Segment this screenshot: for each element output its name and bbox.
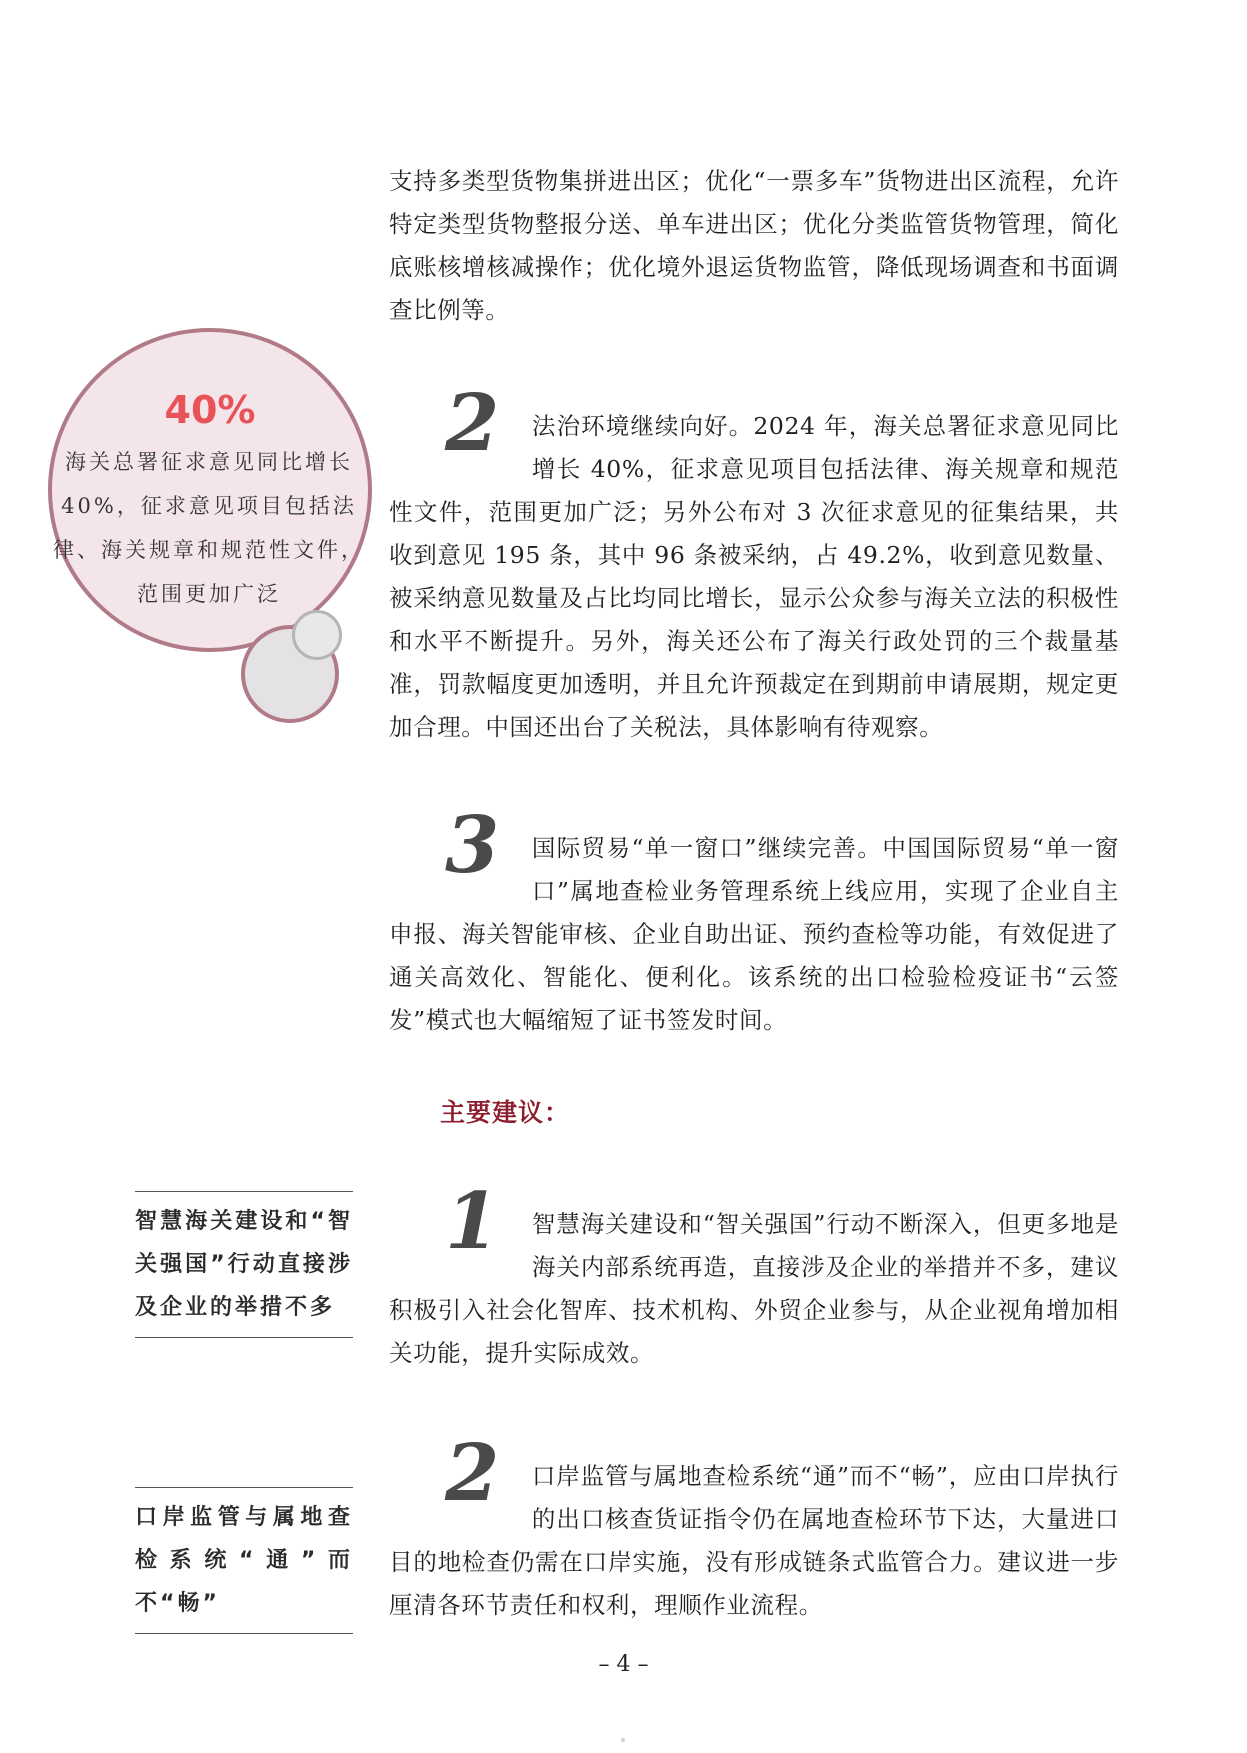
callout-percent: 40% xyxy=(164,388,256,432)
recommendation-paragraph xyxy=(389,1176,1119,1375)
item-number: 3 xyxy=(445,800,500,891)
item-text: 法治环境继续向好。2024 年，海关总署征求意见同比增长 40%，征求意见项目包括法律、海关规章和规范性文件，范围更加广泛；另外公布对 3 次征求意见的征集结果，共收到意见 195 条，其中 96 条被采纳，占 49.2%，收到意见数量、被采纳意见数量及占比均同比增长，显示公众参与海关立法的积极性和水平不断提升。另外，海关还公布了海关行政处罚的三个裁量基准，罚款幅度更加透明，并且允许预裁定在到期前申请展期，规定更加合理。中国还出台了关税法，具体影响有待观察。 xyxy=(389,412,1119,741)
side-quote: 智慧海关建设和“智关强国”行动直接涉及企业的举措不多 xyxy=(135,1191,353,1338)
intro-paragraph: 支持多类型货物集拼进出区；优化“一票多车”货物进出区流程，允许特定类型货物整报分送、单车进出区；优化分类监管货物管理，简化底账核增核减操作；优化境外退运货物监管，降低现场调查和书面调查比例等。 xyxy=(389,167,1119,324)
page-number: – 4 – xyxy=(598,1652,649,1677)
item-paragraph xyxy=(389,800,1119,1042)
callout-text: 海关总署征求意见同比增长40%，征求意见项目包括法律、海关规章和规范性文件，范围更加广泛 xyxy=(53,450,365,606)
item-text: 国际贸易“单一窗口”继续完善。中国国际贸易“单一窗口”属地查检业务管理系统上线应用，实现了企业自主申报、海关智能审核、企业自助出证、预约查检等功能，有效促进了通关高效化、智能化、便利化。该系统的出口检验检疫证书“云签发”模式也大幅缩短了证书签发时间。 xyxy=(389,834,1119,1034)
callout-decor-small-circle xyxy=(292,610,342,660)
recommendations-heading: 主要建议： xyxy=(440,1098,571,1127)
recommendation-text: 智慧海关建设和“智关强国”行动不断深入，但更多地是海关内部系统再造，直接涉及企业的举措并不多，建议积极引入社会化智库、技术机构、外贸企业参与，从企业视角增加相关功能，提升实际成效。 xyxy=(389,1210,1119,1367)
item-number: 2 xyxy=(445,378,500,469)
recommendation-number: 2 xyxy=(445,1428,500,1519)
decorative-dot xyxy=(621,1738,625,1742)
side-quote: 口岸监管与属地查检系统“通”而不“畅” xyxy=(135,1487,353,1634)
recommendation-text: 口岸监管与属地查检系统“通”而不“畅”，应由口岸执行的出口核查货证指令仍在属地查检环节下达，大量进口目的地检查仍需在口岸实施，没有形成链条式监管合力。建议进一步厘清各环节责任和权利，理顺作业流程。 xyxy=(389,1462,1119,1619)
recommendation-paragraph xyxy=(389,1428,1119,1627)
recommendation-number: 1 xyxy=(445,1176,500,1267)
item-paragraph xyxy=(389,378,1119,749)
